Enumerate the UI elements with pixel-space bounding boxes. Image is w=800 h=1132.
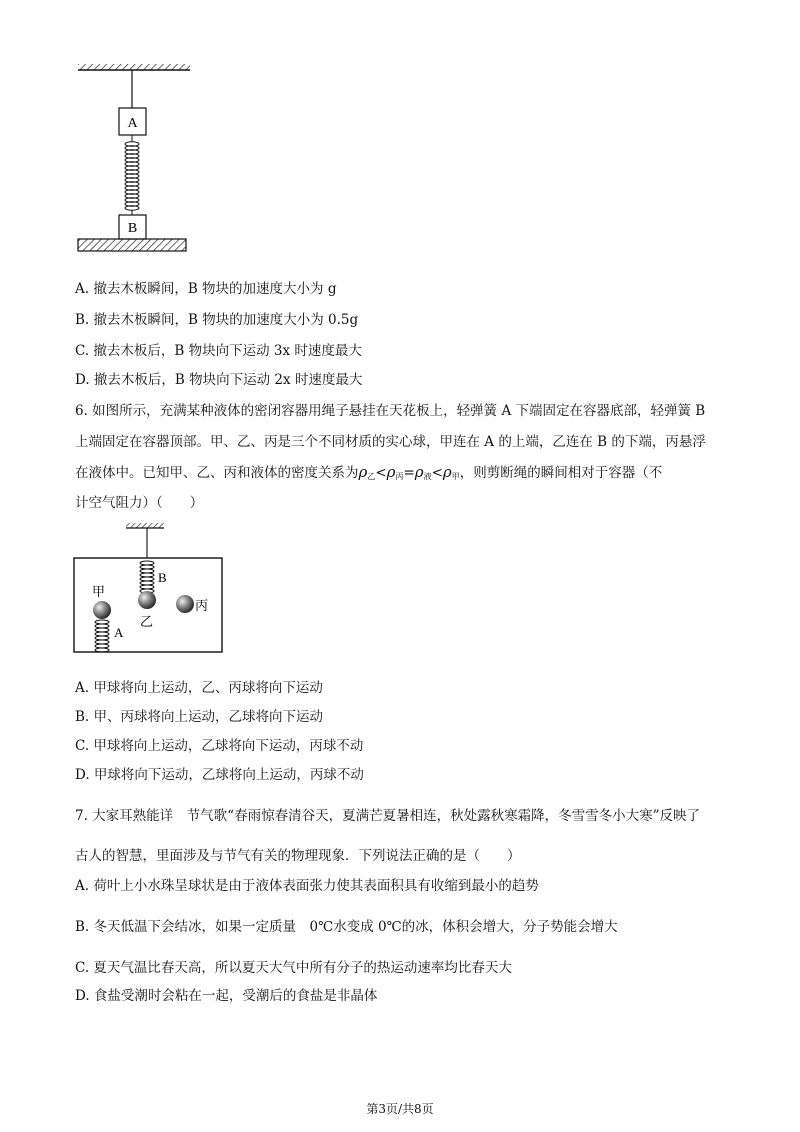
ceiling xyxy=(126,523,164,528)
q6-stem-line1: 6. 如图所示，充满某种液体的密闭容器用绳子悬挂在天花板上，轻弹簧 A 下端固定在容器底部，轻弹簧 B xyxy=(75,403,706,419)
rho-sub-jia: 甲 xyxy=(451,472,460,481)
q7-option-c: C. 夏天气温比春天高，所以夏天大气中所有分子的热运动速率均比春天大 xyxy=(75,960,512,976)
container-figure xyxy=(70,520,230,660)
page-number: 第3页/共8页 xyxy=(366,1102,434,1116)
q5-option-c: C. 撤去木板后，B 物块向下运动 3x 时速度最大 xyxy=(75,343,362,359)
q5-option-d: D. 撤去木板后，B 物块向下运动 2x 时速度最大 xyxy=(75,372,363,388)
block-a-label: A xyxy=(127,116,138,131)
block-b-label: B xyxy=(127,221,138,236)
q6-option-c: C. 甲球将向上运动，乙球将向下运动，丙球不动 xyxy=(75,738,364,754)
ball-jia-label: 甲 xyxy=(92,585,106,600)
rho-symbol: ρ xyxy=(386,463,396,481)
q5-option-b: B. 撤去木板瞬间，B 物块的加速度大小为 0.5g xyxy=(75,312,359,328)
q5-option-a: A. 撤去木板瞬间，B 物块的加速度大小为 g xyxy=(75,281,337,297)
ball-jia xyxy=(93,601,111,619)
rho-sub-bing: 丙 xyxy=(395,472,404,481)
rho-symbol: ρ xyxy=(358,463,368,481)
q6-option-d: D. 甲球将向下运动，乙球将向上运动，丙球不动 xyxy=(75,767,364,783)
rho-sub-yi: 乙 xyxy=(367,472,376,481)
spring-b xyxy=(140,561,154,593)
q6-stem-line2: 上端固定在容器顶部。甲、乙、丙是三个不同材质的实心球，甲连在 A 的上端，乙连在 B 的下端，丙悬浮 xyxy=(75,434,706,450)
ball-yi xyxy=(138,591,156,609)
q6-line3-suffix: ，则剪断绳的瞬间相对于容器（不 xyxy=(459,465,663,481)
q7-option-b: B. 冬天低温下会结冰，如果一定质量 0℃水变成 0℃的冰，体积会增大，分子势能会增大 xyxy=(75,919,618,935)
q7-stem-line1: 7. 大家耳熟能详 节气歌“春雨惊春清谷天，夏满芒夏暑相连，秋处露秋寒霜降，冬雪雪冬小大寒”反映了 xyxy=(75,808,700,824)
q6-option-b: B. 甲、丙球将向上运动，乙球将向下运动 xyxy=(75,709,324,725)
q6-stem-line3 xyxy=(75,462,662,487)
q7-option-a: A. 荷叶上小水珠呈球状是由于液体表面张力使其表面积具有收缩到最小的趋势 xyxy=(75,878,539,894)
ball-bing-label: 丙 xyxy=(195,599,209,614)
q6-option-a: A. 甲球将向上运动，乙、丙球将向下运动 xyxy=(75,680,323,696)
ball-bing xyxy=(176,595,194,613)
equals: = xyxy=(403,465,415,481)
rho-sub-ye: 液 xyxy=(423,472,432,481)
q7-option-d: D. 食盐受潮时会粘在一起，受潮后的食盐是非晶体 xyxy=(75,988,378,1004)
q6-line3-prefix: 在液体中。已知甲、乙、丙和液体的密度关系为 xyxy=(75,465,359,481)
rho-symbol: ρ xyxy=(414,463,424,481)
spring-a xyxy=(95,620,109,652)
less-than: < xyxy=(431,465,443,481)
spring-blocks-figure xyxy=(70,58,200,258)
spring xyxy=(125,135,139,215)
rho-symbol: ρ xyxy=(442,463,452,481)
ceiling xyxy=(78,64,190,70)
spring-b-label: B xyxy=(158,570,167,585)
spring-a-label: A xyxy=(114,625,124,640)
board xyxy=(78,239,186,251)
q7-stem-line2: 古人的智慧，里面涉及与节气有关的物理现象．下列说法正确的是（ ） xyxy=(75,848,521,864)
q6-stem-line4: 计空气阻力）（ ） xyxy=(75,495,204,511)
ball-yi-label: 乙 xyxy=(140,615,154,630)
less-than: < xyxy=(375,465,387,481)
